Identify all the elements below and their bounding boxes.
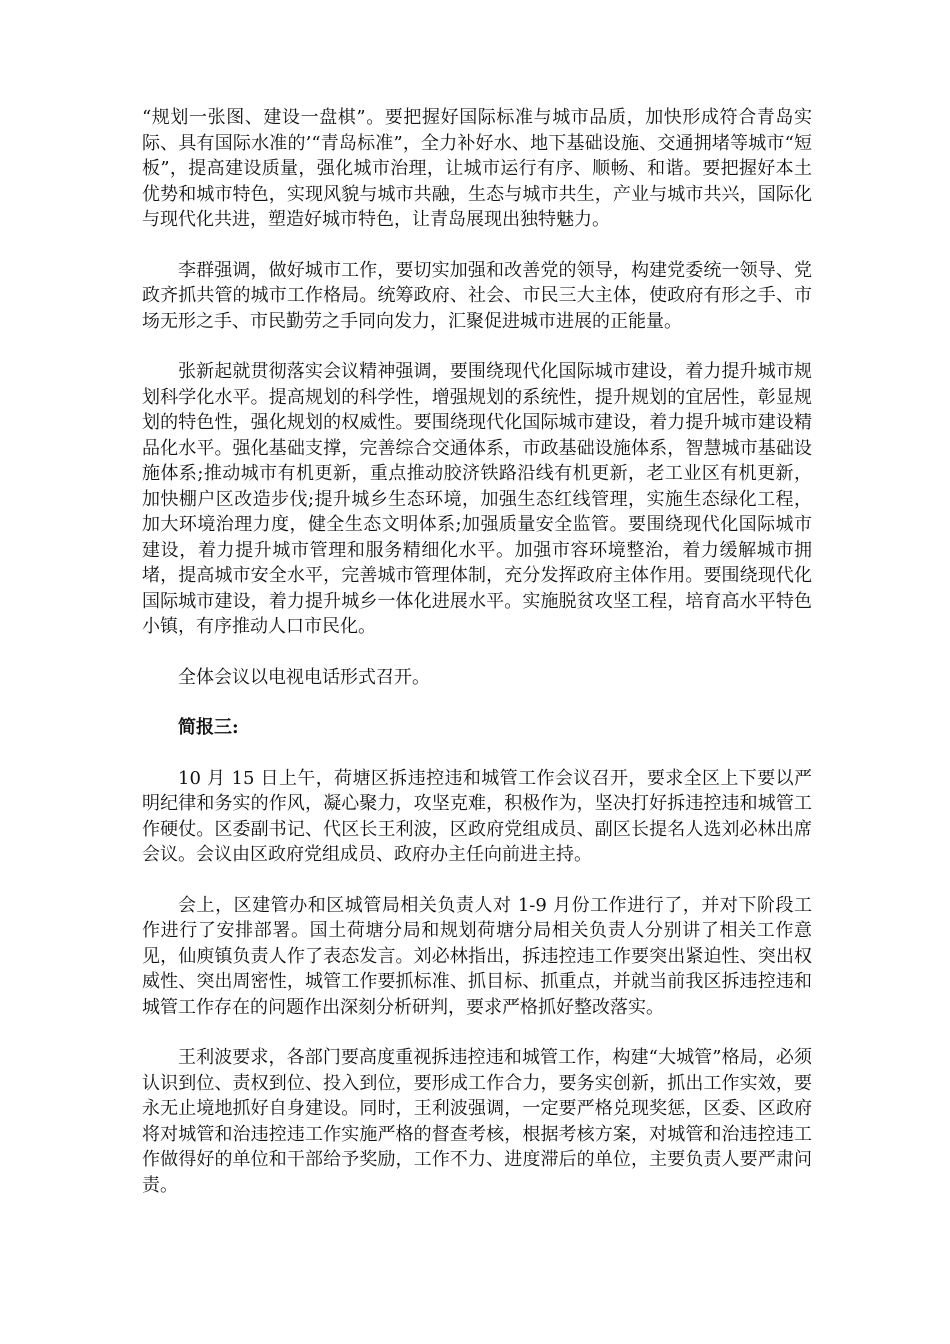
section-heading: 简报三:	[178, 717, 239, 738]
paragraph-planning: “规划一张图、建设一盘棋”。要把握好国际标准与城市品质，加快形成符合青岛实际、具有国际水准的’“青岛标准”，全力补好水、地下基础设施、交通拥堵等城市“短板”，提高建设质量，强化城市治理，让城市运行有序、顺畅、和谐。要把握好本土优势和城市特色，实现风貌与城市共融，生态与城市共生，产业与城市共兴，国际化与现代化共进，塑造好城市特色，让青岛展现出独特魅力。	[142, 107, 812, 230]
paragraph-requirements: 王利波要求，各部门要高度重视拆违控违和城管工作，构建“大城管”格局，必须认识到位、责权到位、投入到位，要形成工作合力，要务实创新，抓出工作实效，要永无止境地抓好自身建设。同时，王利波强调，一定要严格兑现奖惩，区委、区政府将对城管和治违控违工作实施严格的督查考核，根据考核方案，对城管和治违控违工作做得好的单位和干部给予奖励，工作不力、进度滞后的单位，主要负责人要严肃问责。	[142, 1047, 812, 1196]
paragraph-report: 会上，区建管办和区城管局相关负责人对 1-9 月份工作进行了，并对下阶段工作进行了安排部署。国土荷塘分局和规划荷塘分局相关负责人分别讲了相关工作意见，仙庾镇负责人作了表态发言。刘必林指出，拆违控违工作要突出紧迫性、突出权威性、突出周密性，城管工作要抓标准、抓目标、抓重点，并就当前我区拆违控违和城管工作存在的问题作出深刻分析研判，要求严格抓好整改落实。	[142, 894, 812, 1018]
paragraph-zhangxinqi: 张新起就贯彻落实会议精神强调，要围绕现代化国际城市建设，着力提升城市规划科学化水平。提高规划的科学性，增强规划的系统性，提升规划的宜居性，彰显规划的特色性，强化规划的权威性。要围绕现代化国际城市建设，着力提升城市建设精品化水平。强化基础支撑，完善综合交通体系，市政基础设施体系，智慧城市基础设施体系;推动城市有机更新，重点推动胶济铁路沿线有机更新，老工业区有机更新，加快棚户区改造步伐;提升城乡生态环境，加强生态红线管理，实施生态绿化工程，加大环境治理力度，健全生态文明体系;加强质量安全监管。要围绕现代化国际城市建设，着力提升城市管理和服务精细化水平。加强市容环境整治，着力缓解城市拥堵，提高城市安全水平，完善城市管理体制，充分发挥政府主体作用。要围绕现代化国际城市建设，着力提升城乡一体化进展水平。实施脱贫攻坚工程，培育高水平特色小镇，有序推动人口市民化。	[142, 361, 812, 637]
paragraph-meeting: 10 月 15 日上午，荷塘区拆违控违和城管工作会议召开，要求全区上下要以严明纪律和务实的作风，凝心聚力，攻坚克难，积极作为，坚决打好拆违控违和城管工作硬仗。区委副书记、代区长王利波，区政府党组成员、副区长提名人选刘必林出席会议。会议由区政府党组成员、政府办主任向前进主持。	[142, 767, 812, 865]
paragraph-plenary: 全体会议以电视电话形式召开。	[178, 666, 430, 688]
paragraph-liqun: 李群强调，做好城市工作，要切实加强和改善党的领导，构建党委统一领导、党政齐抓共管的城市工作格局。统筹政府、社会、市民三大主体，使政府有形之手、市场无形之手、市民勤劳之手同向发力，汇聚促进城市进展的正能量。	[142, 259, 812, 332]
document-page	[142, 105, 812, 1223]
